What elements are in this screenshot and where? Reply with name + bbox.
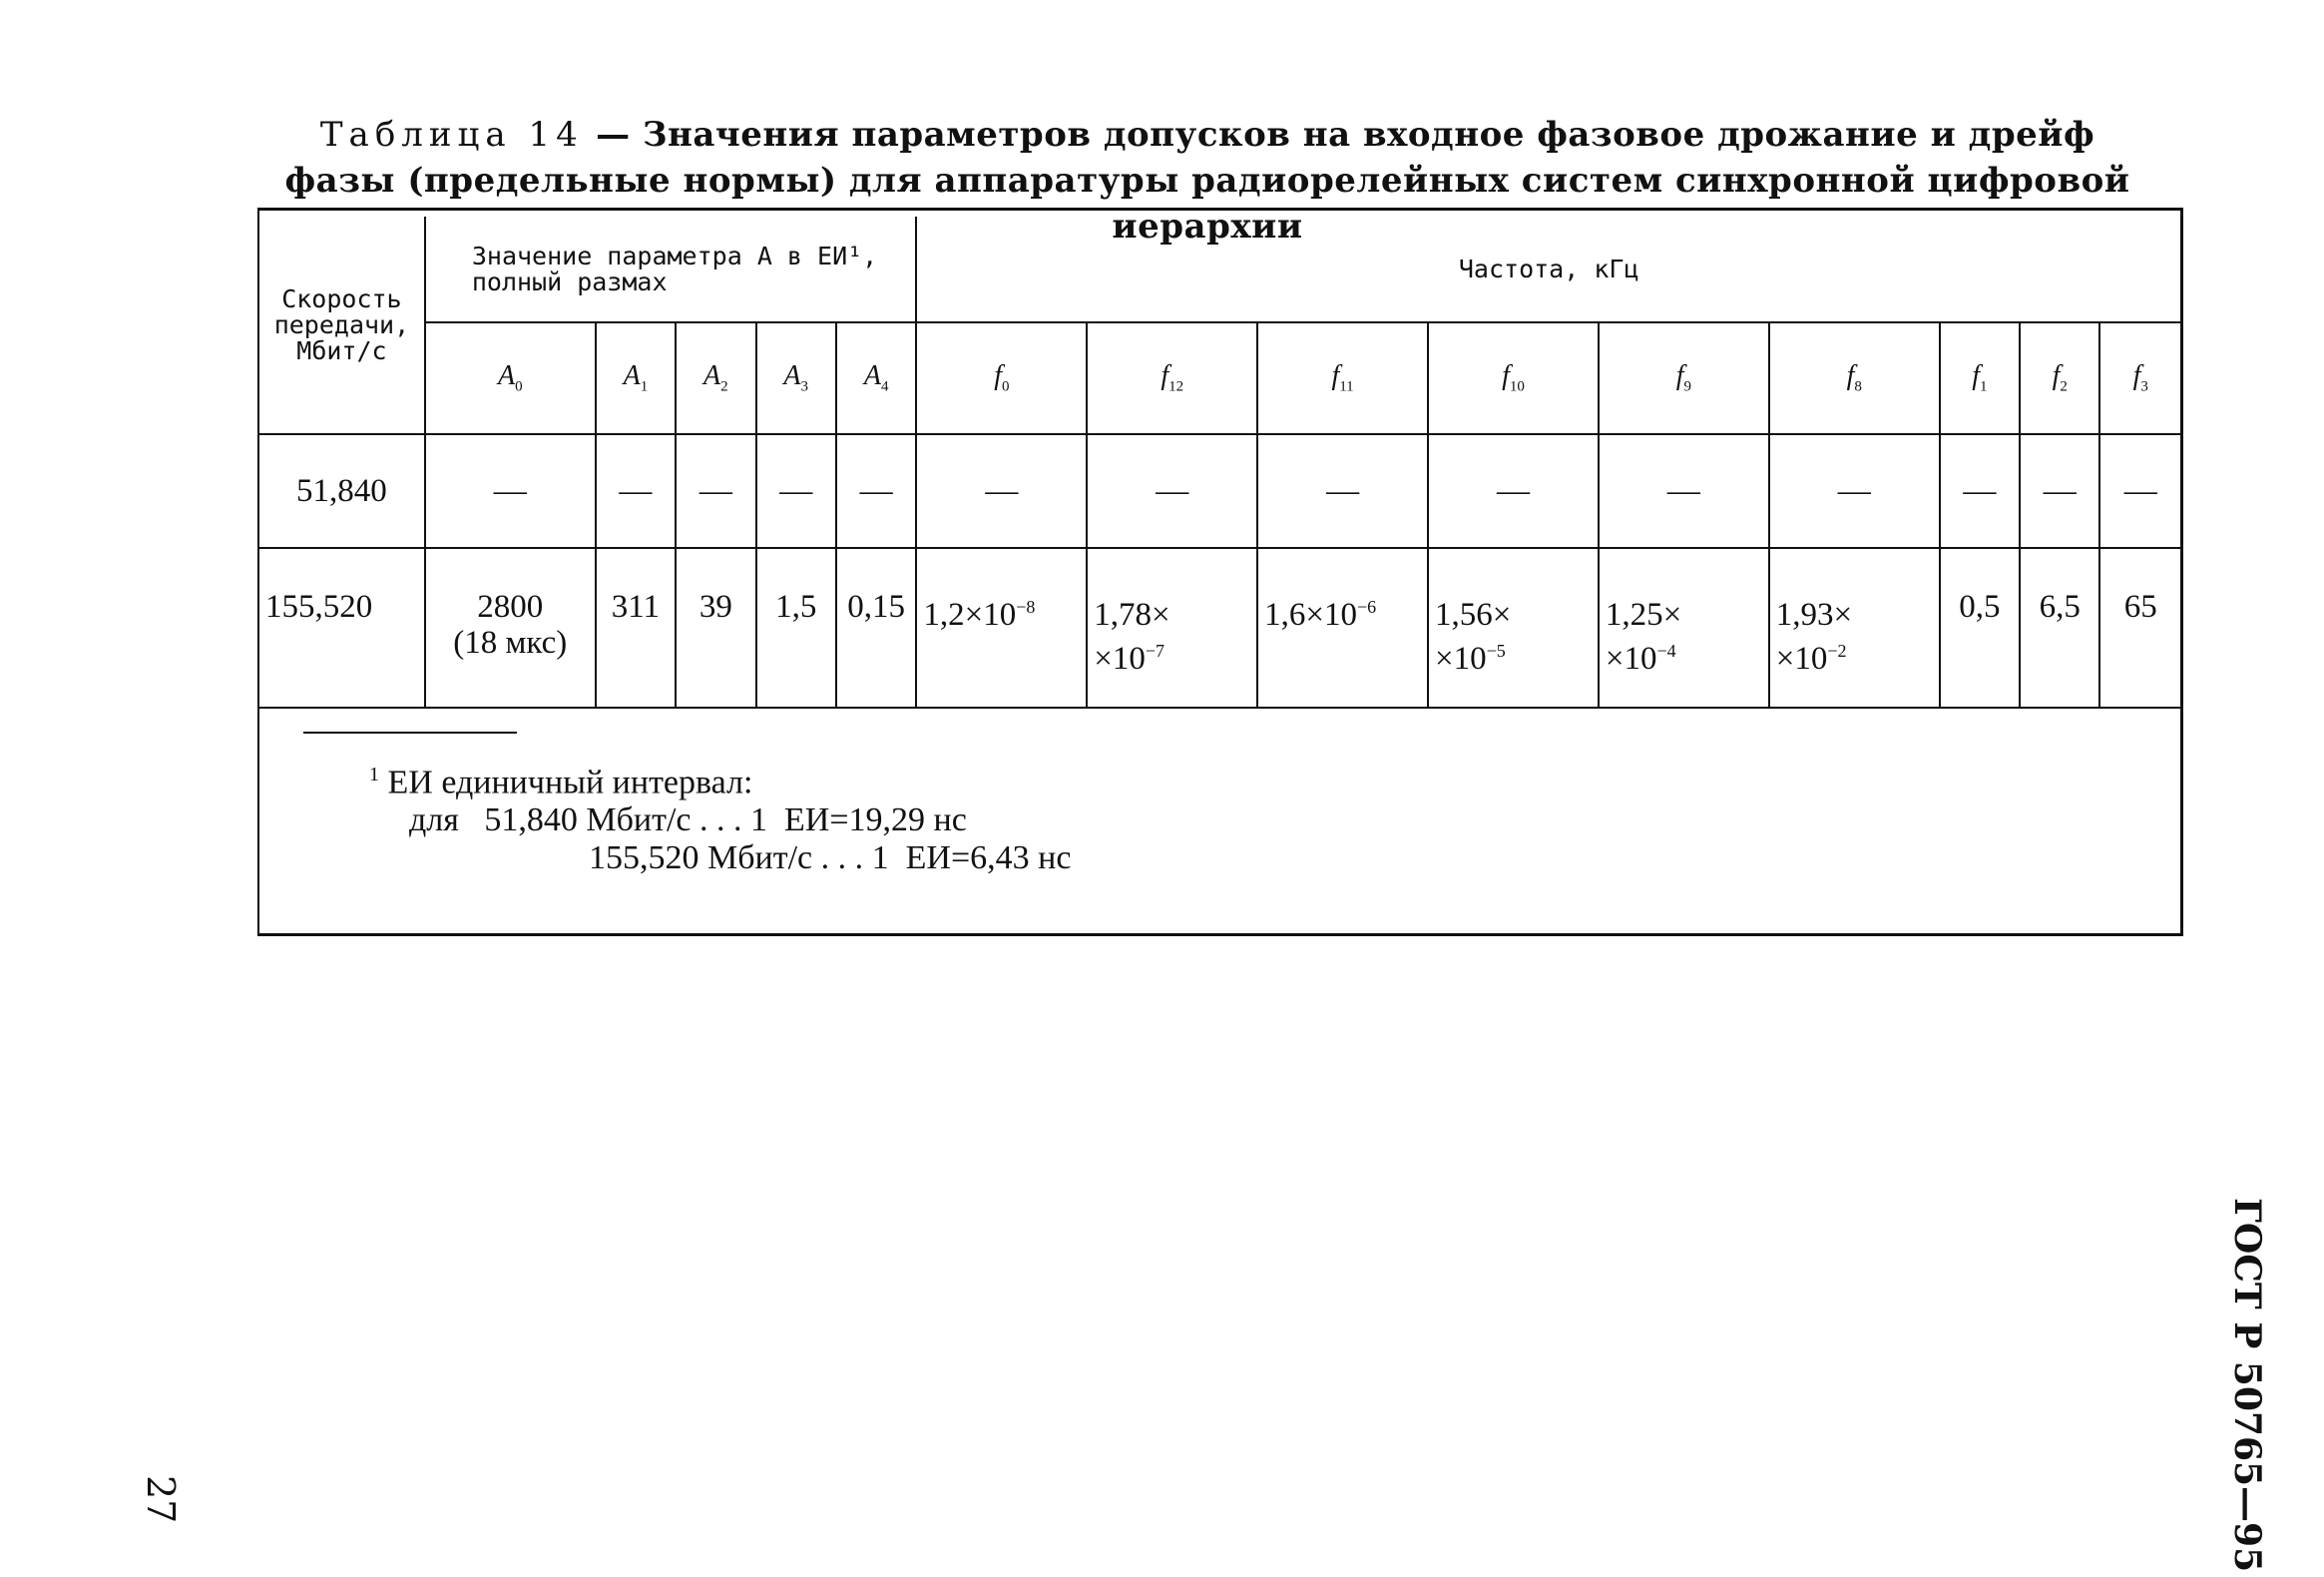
table-cell: —	[1087, 434, 1257, 548]
table-cell: 1,93× $\times 10^{-2}$	[1769, 548, 1940, 708]
col-f9: $f_9$	[1599, 322, 1769, 434]
freq-group-header: Частота, кГц	[916, 217, 2180, 322]
table-cell: 2800 (18 мкс)	[425, 548, 596, 708]
a-group-header: Значение параметра А в ЕИ¹, полный размах	[425, 217, 917, 322]
table-cell: —	[425, 434, 596, 548]
table-cell: —	[1257, 434, 1428, 548]
col-f11: $f_{11}$	[1257, 322, 1428, 434]
footnote-rule	[303, 732, 517, 734]
col-f1: $f_1$	[1940, 322, 2020, 434]
footnote-line-2: для 51,840 Мбит/с . . . 1 ЕИ=19,29 нс	[409, 801, 967, 839]
table-cell: —	[1428, 434, 1599, 548]
parameters-table	[259, 217, 2180, 709]
col-f0: $f_0$	[916, 322, 1087, 434]
table-cell: —	[1769, 434, 1940, 548]
col-a4: $A_4$	[836, 322, 916, 434]
table-cell: 39	[676, 548, 755, 708]
col-f8: $f_8$	[1769, 322, 1940, 434]
speed-header: Скорость передачи, Мбит/с	[259, 217, 425, 434]
header-row-1	[259, 217, 2180, 322]
table-cell: —	[836, 434, 916, 548]
table-cell: —	[916, 434, 1087, 548]
table-cell: —	[1599, 434, 1769, 548]
footnote-line-3: 155,520 Мбит/с . . . 1 ЕИ=6,43 нс	[589, 839, 1072, 877]
table-cell: —	[1940, 434, 2020, 548]
table-cell: 1,5	[756, 548, 836, 708]
table-row	[259, 548, 2180, 708]
caption-text: Значения параметров допусков на входное фазовое дрожание и дрейф фазы (предельные нормы) для аппаратуры радиорелейных систем синхронной цифровой иерархии	[284, 115, 2130, 247]
footnote	[369, 756, 1071, 877]
col-a1: $A_1$	[596, 322, 676, 434]
table-cell: —	[2020, 434, 2099, 548]
col-a3: $A_3$	[756, 322, 836, 434]
standard-designation: ГОСТ Р 50765—95	[2226, 1198, 2268, 1573]
table-cell: —	[756, 434, 836, 548]
col-a0: $A_0$	[425, 322, 596, 434]
table-row	[259, 434, 2180, 548]
table-cell: $1,2\times 10^{-8}$	[916, 548, 1087, 708]
speed-cell: 155,520	[259, 548, 425, 708]
table-cell: 0,15	[836, 548, 916, 708]
speed-cell: 51,840	[259, 434, 425, 548]
col-a2: $A_2$	[676, 322, 755, 434]
header-row-2	[259, 322, 2180, 434]
col-f2: $f_2$	[2020, 322, 2099, 434]
col-f10: $f_{10}$	[1428, 322, 1599, 434]
table-cell: 6,5	[2020, 548, 2099, 708]
caption-lead: Таблица 14	[319, 115, 584, 155]
table-cell: 311	[596, 548, 676, 708]
col-f3: $f_3$	[2099, 322, 2180, 434]
table-cell: —	[596, 434, 676, 548]
col-f12: $f_{12}$	[1087, 322, 1257, 434]
table-cell: 0,5	[1940, 548, 2020, 708]
footnote-mark: 1	[369, 764, 379, 786]
page-number: 27	[139, 1475, 183, 1524]
footnote-line-1: ЕИ единичный интервал:	[379, 764, 753, 801]
table-cell: —	[2099, 434, 2180, 548]
caption-dash: —	[583, 115, 643, 155]
table-cell: $1,6\times 10^{-6}$	[1257, 548, 1428, 708]
table-cell: 1,78× $\times 10^{-7}$	[1087, 548, 1257, 708]
table-cell: 1,25× $\times 10^{-4}$	[1599, 548, 1769, 708]
table-frame	[257, 208, 2183, 936]
table-cell: —	[676, 434, 755, 548]
table-cell: 65	[2099, 548, 2180, 708]
table-cell: 1,56× $\times 10^{-5}$	[1428, 548, 1599, 708]
